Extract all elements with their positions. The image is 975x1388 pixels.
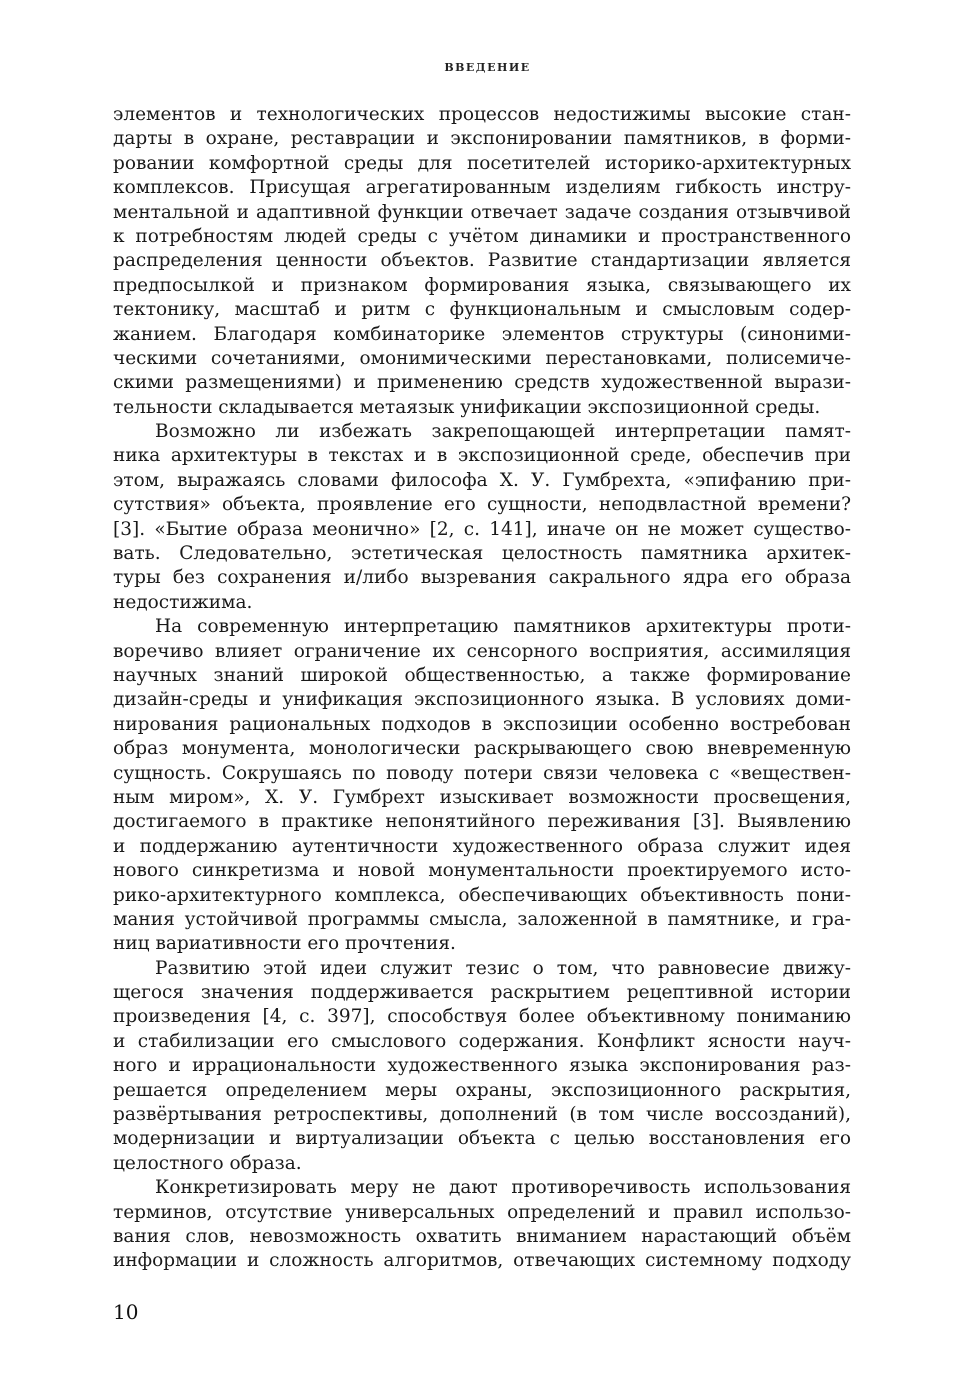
paragraph bbox=[113, 420, 851, 615]
text-line: и поддержанию аутентичности художественного образа служит идея bbox=[113, 835, 851, 857]
text-line: терминов, отсутствие универсальных определений и правил использо- bbox=[113, 1201, 851, 1223]
text-line: дизайн-среды и унификация экспозиционного языка. В условиях доми- bbox=[113, 689, 851, 711]
text-line: научных знаний широкой общественностью, а также формирование bbox=[113, 664, 851, 686]
text-line: информации и сложность алгоритмов, отвечающих системному подходу bbox=[113, 1250, 851, 1272]
text-line: скими размещениями) и применению средств художественной вырази- bbox=[113, 372, 851, 394]
text-line: развёртывания ретроспективы, дополнений (в том числе воссозданий), bbox=[113, 1104, 851, 1126]
text-line: мания устойчивой программы смысла, заложенной в памятнике, и гра- bbox=[113, 908, 851, 930]
text-line: Возможно ли избежать закрепощающей интерпретации памят- bbox=[155, 421, 851, 443]
paragraph bbox=[113, 1176, 851, 1274]
text-line: тельности складывается метаязык унификации экспозиционной среды. bbox=[113, 396, 821, 418]
text-line: [3]. «Бытие образа меонично» [2, с. 141], иначе он не может существо- bbox=[113, 518, 851, 540]
body-text bbox=[113, 103, 851, 1274]
text-line: сущность. Сокрушаясь по поводу потери связи человека с «веществен- bbox=[113, 762, 851, 784]
text-line: ниц вариативности его прочтения. bbox=[113, 933, 456, 955]
text-line: образ монумента, монологически раскрывающего свою вневременную bbox=[113, 738, 851, 760]
text-line: ментальной и адаптивной функции отвечает задаче создания отзывчивой bbox=[113, 201, 851, 223]
text-line: рико-архитектурного комплекса, обеспечивающих объективность пони- bbox=[113, 884, 851, 906]
text-line: тектонику, масштаб и ритм с функциональным и смысловым содер- bbox=[113, 299, 851, 321]
text-line: сутствия» объекта, проявление его сущности, неподвластной времени? bbox=[113, 494, 851, 516]
paragraph bbox=[113, 957, 851, 1177]
text-line: элементов и технологических процессов недостижимы высокие стан- bbox=[113, 104, 851, 125]
text-line: нового синкретизма и новой монументальности проектируемого исто- bbox=[113, 860, 851, 882]
text-line: комплексов. Присущая агрегатированным изделиям гибкость инстру- bbox=[113, 177, 851, 199]
text-line: ного и иррациональности художественного языка экспонирования раз- bbox=[113, 1055, 851, 1077]
text-line: щегося значения поддерживается раскрытием рецептивной истории bbox=[113, 982, 851, 1004]
text-line: этом, выражаясь словами философа Х. У. Гумбрехта, «эпифанию при- bbox=[113, 469, 851, 491]
text-line: вать. Следовательно, эстетическая целостность памятника архитек- bbox=[113, 543, 851, 565]
text-line: ника архитектуры в текстах и в экспозиционной среде, обеспечив при bbox=[113, 445, 851, 467]
text-line: распределения ценности объектов. Развитие стандартизации является bbox=[113, 250, 851, 272]
text-line: туры без сохранения и/либо вызревания сакрального ядра его образа bbox=[113, 567, 851, 589]
text-line: Конкретизировать меру не дают противоречивость использования bbox=[155, 1177, 851, 1199]
text-line: предпосылкой и признаком формирования языка, связывающего их bbox=[113, 274, 851, 296]
text-line: нирования рациональных подходов в экспозиции особенно востребован bbox=[113, 713, 851, 735]
text-line: произведения [4, с. 397], способствуя более объективному пониманию bbox=[113, 1006, 851, 1028]
text-line: Развитию этой идеи служит тезис о том, что равновесие движу- bbox=[155, 957, 851, 979]
text-line: недостижима. bbox=[113, 591, 253, 613]
text-line: вания слов, невозможность охватить вниманием нарастающий объём bbox=[113, 1225, 851, 1247]
page-number: 10 bbox=[113, 1300, 139, 1324]
text-line: решается определением меры охраны, экспозиционного раскрытия, bbox=[113, 1079, 851, 1101]
text-line: жанием. Благодаря комбинаторике элементов структуры (синоними- bbox=[113, 323, 851, 345]
paragraph bbox=[113, 103, 851, 420]
paragraph bbox=[113, 615, 851, 956]
running-head: ВВЕДЕНИЕ bbox=[444, 61, 531, 74]
text-line: ным миром», Х. У. Гумбрехт изыскивает возможности просвещения, bbox=[113, 786, 851, 808]
text-line: ровании комфортной среды для посетителей историко-архитектурных bbox=[113, 152, 851, 174]
text-line: модернизации и виртуализации объекта с целью восстановления его bbox=[113, 1128, 851, 1150]
text-line: и стабилизации его смыслового содержания. Конфликт ясности науч- bbox=[113, 1030, 851, 1052]
text-line: дарты в охране, реставрации и экспонировании памятников, в форми- bbox=[113, 128, 851, 150]
text-line: к потребностям людей среды с учётом динамики и пространственного bbox=[113, 225, 851, 247]
text-line: На современную интерпретацию памятников архитектуры проти- bbox=[155, 616, 851, 638]
text-line: достигаемого в практике непонятийного переживания [3]. Выявлению bbox=[113, 811, 851, 833]
text-line: целостного образа. bbox=[113, 1152, 302, 1174]
text-line: воречиво влияет ограничение их сенсорного восприятия, ассимиляция bbox=[113, 640, 851, 662]
text-line: ческими сочетаниями, омонимическими перестановками, полисемиче- bbox=[113, 347, 851, 369]
